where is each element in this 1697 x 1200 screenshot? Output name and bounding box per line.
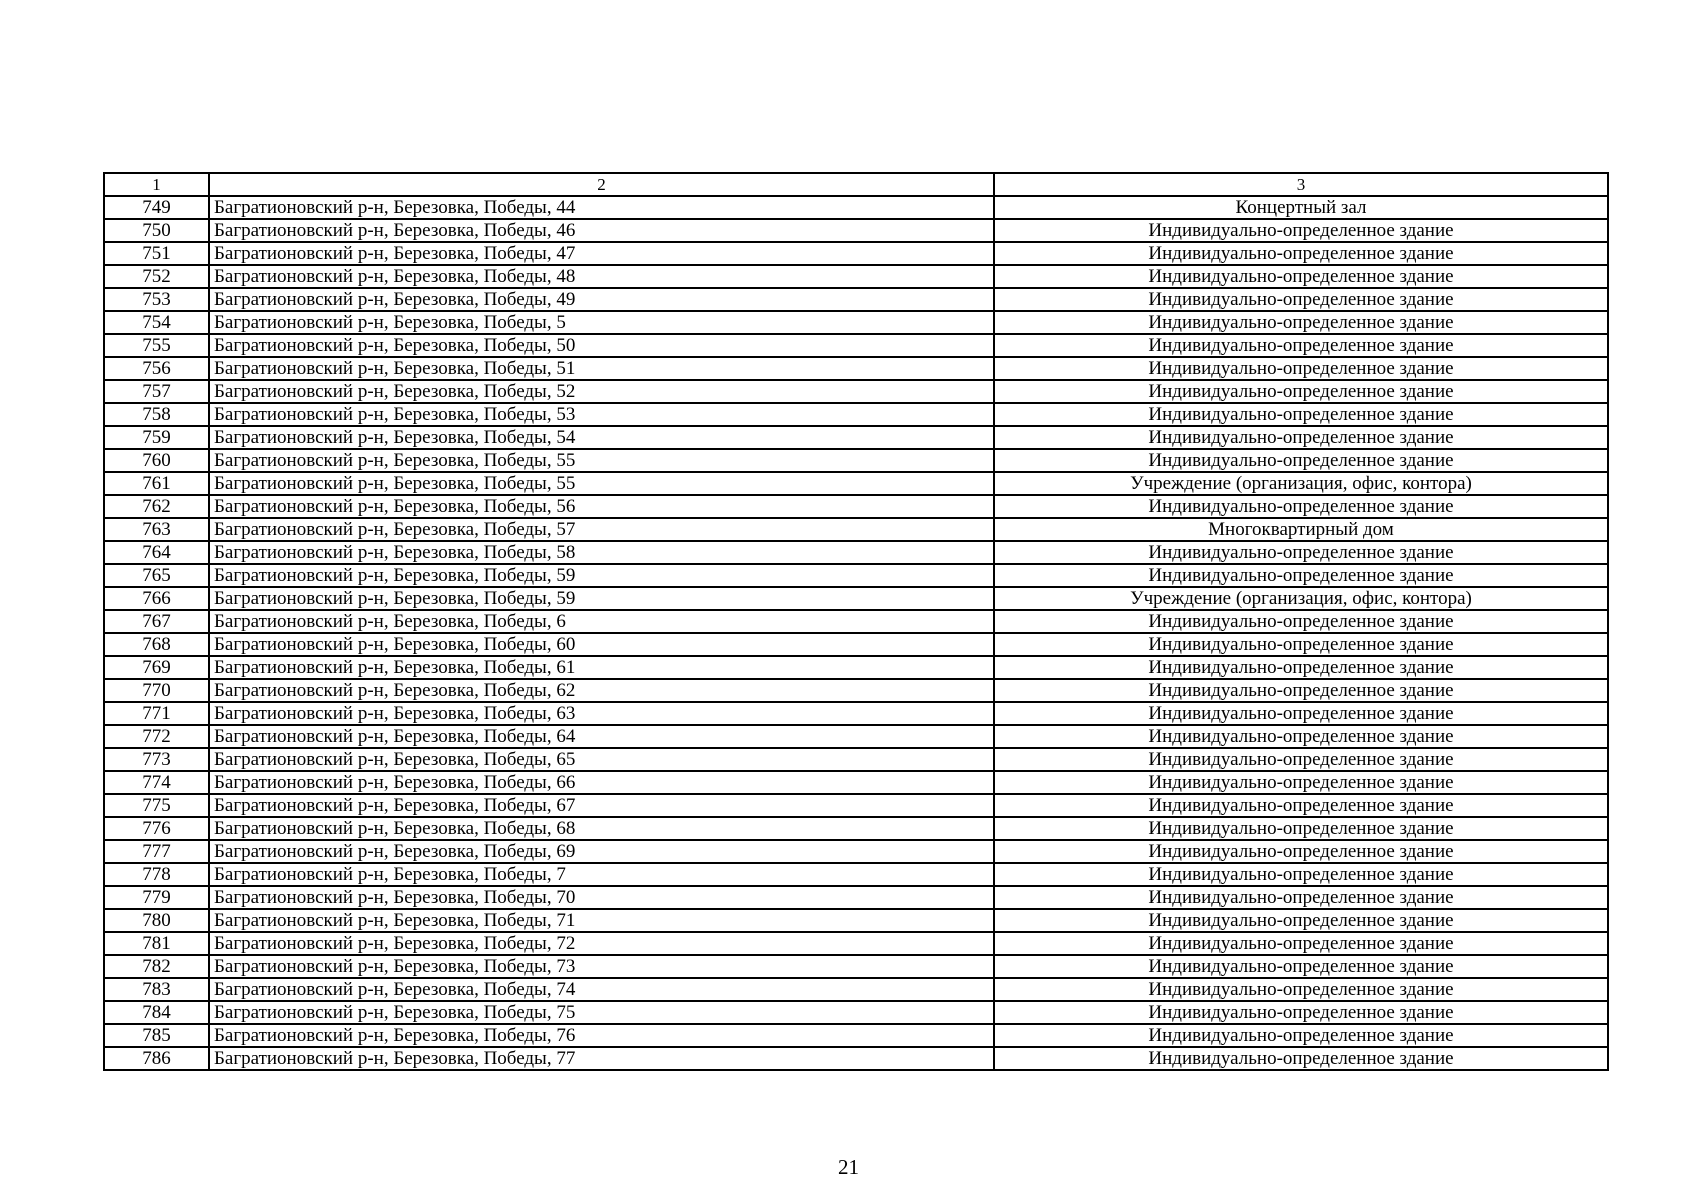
table-row: [104, 794, 1608, 817]
row-number-cell: 782: [104, 955, 209, 978]
object-type-cell: Индивидуально-определенное здание: [994, 725, 1608, 748]
object-type-cell: Индивидуально-определенное здание: [994, 357, 1608, 380]
address-cell: Багратионовский р-н, Березовка, Победы, 57: [209, 518, 994, 541]
table-row: [104, 518, 1608, 541]
address-cell: Багратионовский р-н, Березовка, Победы, 62: [209, 679, 994, 702]
table-row: [104, 633, 1608, 656]
column-header-address: 2: [209, 173, 994, 196]
object-type-cell: Индивидуально-определенное здание: [994, 794, 1608, 817]
address-cell: Багратионовский р-н, Березовка, Победы, 7: [209, 863, 994, 886]
address-cell: Багратионовский р-н, Березовка, Победы, 54: [209, 426, 994, 449]
table-row: [104, 449, 1608, 472]
object-type-cell: Индивидуально-определенное здание: [994, 311, 1608, 334]
address-cell: Багратионовский р-н, Березовка, Победы, 49: [209, 288, 994, 311]
address-cell: Багратионовский р-н, Березовка, Победы, 50: [209, 334, 994, 357]
object-type-cell: Индивидуально-определенное здание: [994, 1024, 1608, 1047]
table-row: [104, 817, 1608, 840]
address-cell: Багратионовский р-н, Березовка, Победы, 59: [209, 564, 994, 587]
table-header: [104, 173, 1608, 196]
row-number-cell: 754: [104, 311, 209, 334]
row-number-cell: 751: [104, 242, 209, 265]
object-type-cell: Индивидуально-определенное здание: [994, 771, 1608, 794]
address-cell: Багратионовский р-н, Березовка, Победы, 56: [209, 495, 994, 518]
table-row: [104, 403, 1608, 426]
table-row: [104, 426, 1608, 449]
object-type-cell: Индивидуально-определенное здание: [994, 495, 1608, 518]
row-number-cell: 778: [104, 863, 209, 886]
table-body: [104, 196, 1608, 1070]
row-number-cell: 777: [104, 840, 209, 863]
row-number-cell: 781: [104, 932, 209, 955]
address-cell: Багратионовский р-н, Березовка, Победы, 52: [209, 380, 994, 403]
table-row: [104, 725, 1608, 748]
address-cell: Багратионовский р-н, Березовка, Победы, 51: [209, 357, 994, 380]
address-cell: Багратионовский р-н, Березовка, Победы, 6: [209, 610, 994, 633]
table-row: [104, 610, 1608, 633]
table-row: [104, 196, 1608, 219]
row-number-cell: 763: [104, 518, 209, 541]
address-cell: Багратионовский р-н, Березовка, Победы, 75: [209, 1001, 994, 1024]
address-cell: Багратионовский р-н, Березовка, Победы, 47: [209, 242, 994, 265]
object-type-cell: Индивидуально-определенное здание: [994, 817, 1608, 840]
table-row: [104, 748, 1608, 771]
row-number-cell: 785: [104, 1024, 209, 1047]
address-cell: Багратионовский р-н, Березовка, Победы, 60: [209, 633, 994, 656]
table-row: [104, 978, 1608, 1001]
row-number-cell: 760: [104, 449, 209, 472]
table-row: [104, 472, 1608, 495]
object-type-cell: Индивидуально-определенное здание: [994, 610, 1608, 633]
table-row: [104, 863, 1608, 886]
row-number-cell: 759: [104, 426, 209, 449]
table-row: [104, 288, 1608, 311]
address-cell: Багратионовский р-н, Березовка, Победы, 68: [209, 817, 994, 840]
table-row: [104, 564, 1608, 587]
row-number-cell: 768: [104, 633, 209, 656]
address-cell: Багратионовский р-н, Березовка, Победы, 74: [209, 978, 994, 1001]
column-header-type: 3: [994, 173, 1608, 196]
row-number-cell: 770: [104, 679, 209, 702]
table-row: [104, 587, 1608, 610]
address-cell: Багратионовский р-н, Березовка, Победы, 48: [209, 265, 994, 288]
address-cell: Багратионовский р-н, Березовка, Победы, 64: [209, 725, 994, 748]
table-row: [104, 955, 1608, 978]
object-type-cell: Индивидуально-определенное здание: [994, 242, 1608, 265]
object-type-cell: Индивидуально-определенное здание: [994, 288, 1608, 311]
address-cell: Багратионовский р-н, Березовка, Победы, 66: [209, 771, 994, 794]
object-type-cell: Индивидуально-определенное здание: [994, 656, 1608, 679]
row-number-cell: 765: [104, 564, 209, 587]
table-row: [104, 495, 1608, 518]
object-type-cell: Индивидуально-определенное здание: [994, 932, 1608, 955]
address-cell: Багратионовский р-н, Березовка, Победы, 76: [209, 1024, 994, 1047]
column-header-number: 1: [104, 173, 209, 196]
table-row: [104, 334, 1608, 357]
object-type-cell: Индивидуально-определенное здание: [994, 679, 1608, 702]
address-cell: Багратионовский р-н, Березовка, Победы, 71: [209, 909, 994, 932]
row-number-cell: 756: [104, 357, 209, 380]
object-type-cell: Индивидуально-определенное здание: [994, 1047, 1608, 1070]
address-cell: Багратионовский р-н, Березовка, Победы, 55: [209, 449, 994, 472]
row-number-cell: 761: [104, 472, 209, 495]
row-number-cell: 755: [104, 334, 209, 357]
address-cell: Багратионовский р-н, Березовка, Победы, 65: [209, 748, 994, 771]
address-cell: Багратионовский р-н, Березовка, Победы, 44: [209, 196, 994, 219]
row-number-cell: 773: [104, 748, 209, 771]
row-number-cell: 766: [104, 587, 209, 610]
row-number-cell: 774: [104, 771, 209, 794]
address-cell: Багратионовский р-н, Березовка, Победы, 70: [209, 886, 994, 909]
table-row: [104, 702, 1608, 725]
table-row: [104, 1001, 1608, 1024]
object-type-cell: Индивидуально-определенное здание: [994, 702, 1608, 725]
object-type-cell: Индивидуально-определенное здание: [994, 863, 1608, 886]
table-row: [104, 380, 1608, 403]
table-row: [104, 909, 1608, 932]
address-cell: Багратионовский р-н, Березовка, Победы, 59: [209, 587, 994, 610]
object-type-cell: Индивидуально-определенное здание: [994, 403, 1608, 426]
address-cell: Багратионовский р-н, Березовка, Победы, 53: [209, 403, 994, 426]
address-cell: Багратионовский р-н, Березовка, Победы, 72: [209, 932, 994, 955]
address-cell: Багратионовский р-н, Березовка, Победы, 46: [209, 219, 994, 242]
page-number: 21: [838, 1155, 859, 1179]
object-type-cell: Индивидуально-определенное здание: [994, 955, 1608, 978]
address-cell: Багратионовский р-н, Березовка, Победы, 55: [209, 472, 994, 495]
row-number-cell: 779: [104, 886, 209, 909]
address-table: [103, 172, 1609, 1071]
object-type-cell: Учреждение (организация, офис, контора): [994, 587, 1608, 610]
table-row: [104, 265, 1608, 288]
address-cell: Багратионовский р-н, Березовка, Победы, 77: [209, 1047, 994, 1070]
address-cell: Багратионовский р-н, Березовка, Победы, 67: [209, 794, 994, 817]
table-row: [104, 311, 1608, 334]
table-row: [104, 242, 1608, 265]
address-cell: Багратионовский р-н, Березовка, Победы, 69: [209, 840, 994, 863]
row-number-cell: 771: [104, 702, 209, 725]
row-number-cell: 786: [104, 1047, 209, 1070]
table-row: [104, 541, 1608, 564]
object-type-cell: Индивидуально-определенное здание: [994, 1001, 1608, 1024]
row-number-cell: 772: [104, 725, 209, 748]
object-type-cell: Индивидуально-определенное здание: [994, 219, 1608, 242]
object-type-cell: Индивидуально-определенное здание: [994, 541, 1608, 564]
object-type-cell: Индивидуально-определенное здание: [994, 449, 1608, 472]
table-row: [104, 219, 1608, 242]
address-cell: Багратионовский р-н, Березовка, Победы, 58: [209, 541, 994, 564]
address-cell: Багратионовский р-н, Березовка, Победы, 73: [209, 955, 994, 978]
object-type-cell: Индивидуально-определенное здание: [994, 265, 1608, 288]
table-row: [104, 1047, 1608, 1070]
row-number-cell: 784: [104, 1001, 209, 1024]
row-number-cell: 780: [104, 909, 209, 932]
object-type-cell: Индивидуально-определенное здание: [994, 633, 1608, 656]
object-type-cell: Индивидуально-определенное здание: [994, 886, 1608, 909]
object-type-cell: Индивидуально-определенное здание: [994, 380, 1608, 403]
table-row: [104, 840, 1608, 863]
object-type-cell: Концертный зал: [994, 196, 1608, 219]
row-number-cell: 753: [104, 288, 209, 311]
header-row: [104, 173, 1608, 196]
table-row: [104, 771, 1608, 794]
object-type-cell: Индивидуально-определенное здание: [994, 978, 1608, 1001]
address-cell: Багратионовский р-н, Березовка, Победы, 5: [209, 311, 994, 334]
object-type-cell: Индивидуально-определенное здание: [994, 909, 1608, 932]
object-type-cell: Индивидуально-определенное здание: [994, 564, 1608, 587]
row-number-cell: 762: [104, 495, 209, 518]
row-number-cell: 783: [104, 978, 209, 1001]
object-type-cell: Индивидуально-определенное здание: [994, 334, 1608, 357]
address-cell: Багратионовский р-н, Березовка, Победы, 61: [209, 656, 994, 679]
row-number-cell: 750: [104, 219, 209, 242]
row-number-cell: 775: [104, 794, 209, 817]
row-number-cell: 752: [104, 265, 209, 288]
row-number-cell: 757: [104, 380, 209, 403]
object-type-cell: Индивидуально-определенное здание: [994, 426, 1608, 449]
table-row: [104, 656, 1608, 679]
table-row: [104, 357, 1608, 380]
table-row: [104, 886, 1608, 909]
address-cell: Багратионовский р-н, Березовка, Победы, 63: [209, 702, 994, 725]
object-type-cell: Учреждение (организация, офис, контора): [994, 472, 1608, 495]
object-type-cell: Многоквартирный дом: [994, 518, 1608, 541]
row-number-cell: 767: [104, 610, 209, 633]
table-row: [104, 932, 1608, 955]
row-number-cell: 776: [104, 817, 209, 840]
row-number-cell: 769: [104, 656, 209, 679]
table-row: [104, 679, 1608, 702]
table-row: [104, 1024, 1608, 1047]
row-number-cell: 749: [104, 196, 209, 219]
row-number-cell: 764: [104, 541, 209, 564]
object-type-cell: Индивидуально-определенное здание: [994, 748, 1608, 771]
object-type-cell: Индивидуально-определенное здание: [994, 840, 1608, 863]
row-number-cell: 758: [104, 403, 209, 426]
